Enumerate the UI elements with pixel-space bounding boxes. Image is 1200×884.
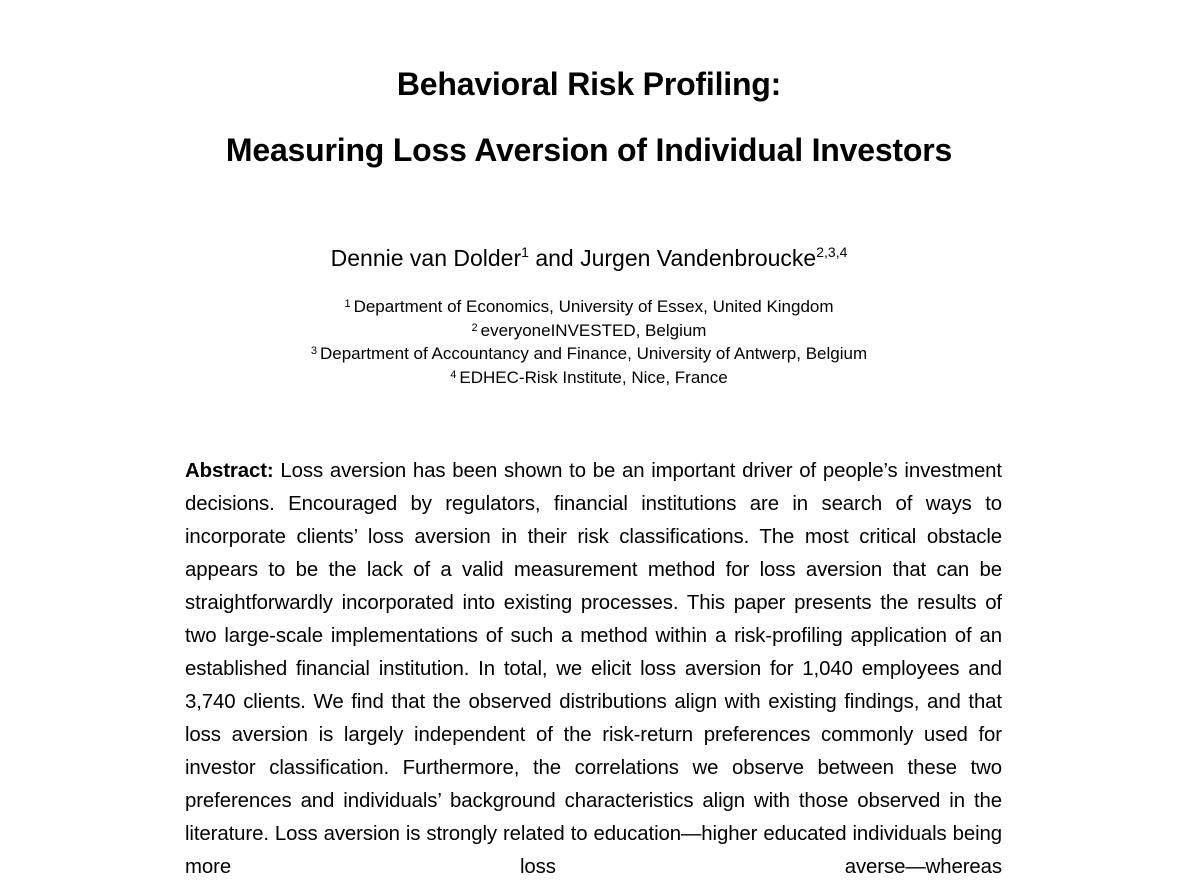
affiliation-item	[0, 319, 1178, 343]
affiliation-text: Department of Economics, University of Essex, United Kingdom	[353, 297, 834, 316]
affiliation-item	[0, 342, 1178, 366]
affiliation-mark: 1	[344, 298, 351, 310]
affiliation-mark: 3	[310, 345, 317, 358]
paper-title-line-2: Measuring Loss Aversion of Individual Investors	[225, 132, 953, 168]
affiliation-text: EDHEC-Risk Institute, Nice, France	[459, 368, 728, 388]
paper-title-line-1: Behavioral Risk Profiling:	[396, 66, 782, 102]
author-list	[0, 242, 1178, 274]
author-name: Dennie van Dolder	[330, 245, 522, 271]
author-affiliation-mark: 2,3,4	[816, 244, 848, 260]
author-joiner: and	[528, 245, 581, 271]
affiliation-text: Department of Accountancy and Finance, University of Antwerp, Belgium	[320, 344, 868, 364]
affiliation-item	[0, 366, 1178, 390]
author-name: Jurgen Vandenbroucke	[580, 245, 817, 271]
author-affiliation-mark: 1	[521, 244, 529, 260]
affiliation-item	[0, 295, 1178, 319]
affiliation-mark: 2	[471, 321, 478, 334]
affiliation-text: everyoneINVESTED, Belgium	[480, 320, 707, 340]
abstract	[185, 455, 1002, 884]
affiliation-mark: 4	[450, 369, 457, 382]
abstract-text: Loss aversion has been shown to be an important driver of people’s investment decisions. Encouraged by regulators, financial institutions are in search of ways to incorporate clients’ loss aversion in their risk classifications. The most critical obstacle appears to be the lack of a valid measurement method for loss aversion that can be straightforwardly incorporated into existing processes. This paper presents the results of two large-scale implementations of such a method within a risk-profiling application of an established financial institution. In total, we elicit loss aversion for 1,040 employees and 3,740 clients. We find that the observed distributions align with existing findings, and that loss aversion is largely independent of the risk-return preferences commonly used for investor classification. Furthermore, the correlations we observe between these two preferences and individuals’ background characteristics align with those observed in the literature. Loss aversion is strongly related to education—higher educated individuals being more loss averse—whereas	[185, 460, 1002, 878]
abstract-label: Abstract:	[185, 460, 274, 482]
affiliation-list	[0, 295, 1178, 390]
